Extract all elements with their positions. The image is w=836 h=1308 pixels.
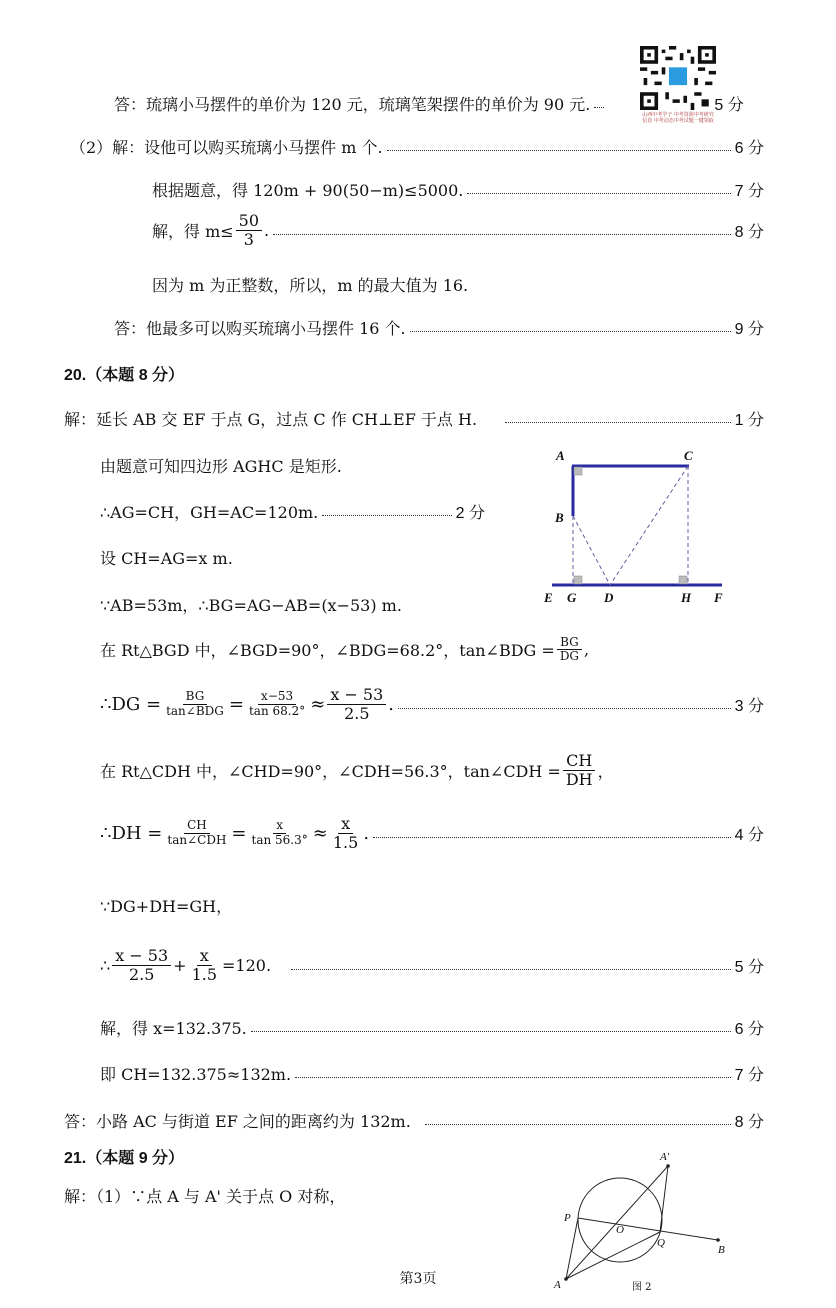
- p19-part2-text: （2）解：设他可以购买琉璃小马摆件 m 个.: [70, 138, 383, 157]
- score-label: 4 分: [734, 826, 764, 844]
- punctuation: .: [388, 693, 395, 715]
- p20-line3: [100, 500, 485, 523]
- label-aprime: A': [660, 1151, 670, 1163]
- p20-line12: [100, 1016, 764, 1039]
- p20-line11: [100, 947, 764, 983]
- p20-line13: [100, 1062, 764, 1085]
- p19-answer2: [114, 316, 764, 339]
- numerator: x − 53: [327, 686, 386, 705]
- score-label: 1 分: [734, 412, 764, 429]
- dot-leader: [398, 708, 731, 709]
- fraction: [246, 690, 308, 717]
- line-p-b: [578, 1218, 718, 1240]
- p21-line1: 解：（1）∵点 A 与 A' 关于点 O 对称，: [64, 1187, 346, 1206]
- dashed-bd: [573, 516, 610, 585]
- denominator: 2.5: [128, 964, 155, 984]
- dot-leader: [295, 1077, 731, 1078]
- label-o: O: [616, 1224, 624, 1236]
- numerator: CH: [563, 752, 595, 771]
- dot-leader: [291, 969, 731, 970]
- score-label: 6 分: [734, 140, 764, 157]
- operator: ≈: [310, 693, 326, 715]
- p20-line13-text: 即 CH=132.375≈132m.: [100, 1065, 292, 1084]
- p19-part2: [70, 135, 764, 158]
- numerator: x: [197, 947, 212, 966]
- fraction: [112, 947, 171, 983]
- dashed-cd: [610, 466, 688, 585]
- p20-figure: [536, 444, 732, 610]
- label-e: E: [544, 590, 553, 605]
- numerator: x: [338, 815, 353, 834]
- p20-line9-prefix: ∴DH =: [100, 822, 163, 844]
- p20-line12-text: 解，得 x=132.375.: [100, 1019, 247, 1038]
- equation-tail: =120.: [222, 955, 272, 975]
- qr-caption: 山西中考学子 中考资源中考研究信息 中考动态中考试题一键领取: [642, 112, 714, 124]
- operator: =: [231, 822, 247, 844]
- numerator: BG: [557, 636, 582, 650]
- operator: =: [228, 693, 244, 715]
- dot-leader: [373, 837, 731, 838]
- right-angle-mark-a: [574, 467, 582, 475]
- p20-line11-prefix: ∴: [100, 955, 111, 975]
- operator: +: [173, 955, 187, 975]
- numerator: BG: [183, 690, 208, 704]
- p20-heading: 20.（本题 8 分）: [64, 367, 185, 384]
- point-aprime: [666, 1164, 670, 1168]
- p20-line6-text: 在 Rt△BGD 中，∠BGD=90°，∠BDG=68.2°，tan∠BDG =: [100, 641, 555, 661]
- label-p: P: [564, 1212, 571, 1224]
- dot-leader: [410, 331, 731, 332]
- p20-line14: [64, 1109, 764, 1132]
- p20-line14-text: 答：小路 AC 与街道 EF 之间的距离约为 132m.: [64, 1112, 411, 1131]
- score-label: 3 分: [734, 697, 764, 715]
- fraction: [236, 212, 262, 248]
- dot-leader: [387, 150, 731, 151]
- p19-step2: [152, 212, 764, 248]
- label-c: C: [684, 448, 693, 463]
- denominator: 2.5: [344, 703, 370, 723]
- numerator: CH: [184, 819, 210, 833]
- p20-line3-text: ∴AG=CH，GH=AC=120m.: [100, 503, 319, 522]
- numerator: 50: [236, 212, 262, 231]
- p20-line9: [100, 815, 764, 851]
- p21-heading: 21.（本题 9 分）: [64, 1150, 185, 1167]
- punctuation: ，: [597, 761, 614, 781]
- denominator: tan 68.2°: [248, 703, 306, 718]
- label-g: G: [567, 590, 577, 605]
- dot-leader: [467, 193, 730, 194]
- p20-line4: 设 CH=AG=x m.: [100, 549, 233, 568]
- p20-line6: [100, 636, 589, 663]
- score-label: 7 分: [734, 183, 764, 200]
- numerator: x−53: [258, 690, 296, 704]
- label-q: Q: [657, 1237, 665, 1249]
- score-label: 2 分: [455, 505, 485, 522]
- fraction: [249, 819, 311, 846]
- fraction: [557, 636, 582, 663]
- punctuation: .: [264, 220, 270, 240]
- score-label: 6 分: [734, 1021, 764, 1038]
- numerator: x − 53: [112, 947, 171, 966]
- fraction: [163, 690, 227, 717]
- denominator: 3: [243, 229, 254, 249]
- figure-caption: 图 2: [632, 1282, 652, 1292]
- p20-line10: ∵DG+DH=GH，: [100, 897, 233, 916]
- p20-line7-prefix: ∴DG =: [100, 693, 162, 715]
- p20-line2: 由题意可知四边形 AGHC 是矩形.: [100, 457, 342, 476]
- p20-line8-text: 在 Rt△CDH 中，∠CHD=90°，∠CDH=56.3°，tan∠CDH =: [100, 761, 561, 781]
- p20-line5: ∵AB=53m，∴BG=AG−AB=(x−53) m.: [100, 596, 402, 615]
- p19-step3: 因为 m 为正整数，所以，m 的最大值为 16.: [152, 276, 469, 295]
- punctuation: .: [363, 822, 370, 844]
- operator: ≈: [312, 822, 328, 844]
- label-d: D: [604, 590, 614, 605]
- label-a2: A: [554, 1279, 561, 1291]
- p19-step2-prefix: 解，得 m≤: [152, 221, 234, 241]
- p20-line7: [100, 686, 764, 722]
- right-angle-mark-h: [679, 576, 687, 584]
- denominator: 1.5: [332, 832, 359, 852]
- p19-step1-text: 根据题意，得 120m + 90(50−m)≤5000.: [152, 181, 464, 200]
- p19-answer2-text: 答：他最多可以购买琉璃小马摆件 16 个.: [114, 319, 406, 338]
- p19-answer1: [114, 92, 764, 115]
- p19-step1: [152, 178, 764, 201]
- dot-leader: [251, 1031, 731, 1032]
- dot-leader: [594, 107, 604, 108]
- dot-leader: [425, 1124, 731, 1125]
- denominator: tan 56.3°: [251, 832, 308, 847]
- label-b2: B: [718, 1244, 725, 1256]
- dot-leader: [273, 234, 731, 235]
- denominator: 1.5: [191, 964, 218, 984]
- point-b: [716, 1238, 720, 1242]
- punctuation: ,: [584, 640, 590, 660]
- p19-answer1-text: 答：琉璃小马摆件的单价为 120 元，琉璃笔架摆件的单价为 90 元.: [114, 95, 591, 114]
- fraction: [330, 815, 361, 851]
- fraction: [189, 947, 220, 983]
- fraction: [563, 752, 596, 788]
- label-h: H: [681, 590, 692, 605]
- denominator: tan∠BDG: [166, 703, 224, 718]
- dot-leader: [505, 422, 731, 423]
- score-label: 5 分: [734, 958, 764, 976]
- label-b: B: [555, 510, 564, 525]
- score-label: 7 分: [734, 1067, 764, 1084]
- score-label: 5 分: [714, 97, 744, 114]
- score-label: 8 分: [734, 223, 764, 241]
- fraction: [327, 686, 386, 722]
- label-a: A: [556, 448, 565, 463]
- line-aprime-q: [660, 1166, 668, 1232]
- denominator: tan∠CDH: [167, 832, 227, 847]
- numerator: x: [273, 819, 286, 833]
- denominator: DH: [565, 769, 593, 789]
- right-angle-mark-g: [574, 576, 582, 584]
- dot-leader: [322, 515, 451, 516]
- p20-line8: [100, 752, 614, 788]
- page-number: 第3页: [399, 1271, 437, 1287]
- denominator: DG: [559, 649, 580, 664]
- p20-line1-text: 解：延长 AB 交 EF 于点 G，过点 C 作 CH⊥EF 于点 H.: [64, 410, 478, 429]
- p20-line1: [64, 407, 764, 430]
- score-label: 8 分: [734, 1114, 764, 1131]
- score-label: 9 分: [734, 321, 764, 338]
- label-f: F: [714, 590, 723, 605]
- fraction: [164, 819, 229, 846]
